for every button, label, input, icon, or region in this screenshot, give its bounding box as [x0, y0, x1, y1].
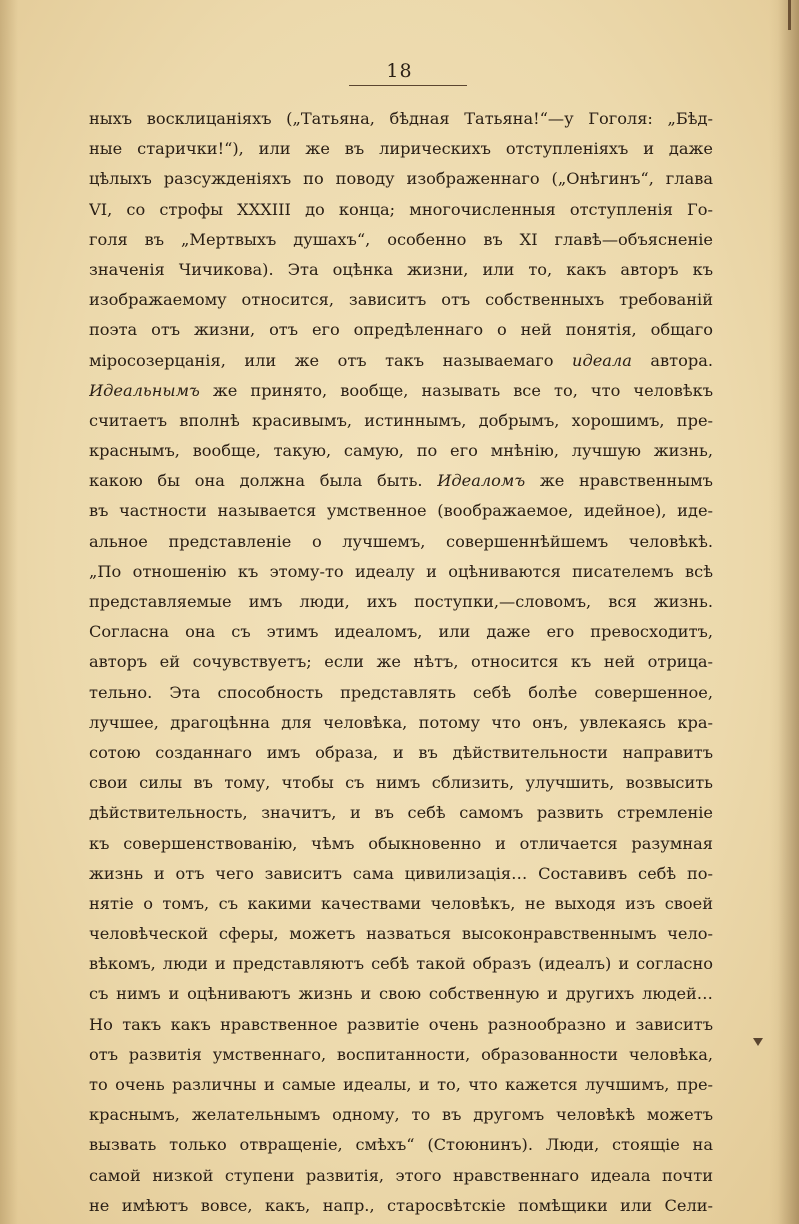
text-segment: отъ развитія умственнаго, воспитанности, образованности человѣка, [89, 1044, 713, 1064]
text-line [89, 647, 713, 677]
text-segment: въ частности называется умственное (воображаемое, идейное), иде- [89, 501, 713, 521]
text-line [89, 708, 713, 738]
text-segment: вызвать только отвращеніе, смѣхъ“ (Стоюнинъ). Люди, стоящіе на [89, 1135, 713, 1155]
body-text [89, 104, 713, 1221]
text-segment: же принято, вообще, называть все то, что человѣкъ [199, 380, 713, 400]
text-segment: ные старички!“), или же въ лирическихъ отступленіяхъ и даже [89, 139, 713, 159]
text-line [89, 466, 713, 496]
text-line [89, 919, 713, 949]
text-segment: жизнь и отъ чего зависитъ сама цивилизація… Составивъ себѣ по- [89, 863, 713, 883]
text-line [89, 1161, 713, 1191]
text-segment: Но такъ какъ нравственное развитіе очень разнообразно и зависитъ [89, 1014, 713, 1034]
page-number: 18 [386, 60, 413, 82]
text-line [89, 315, 713, 345]
text-line [89, 1040, 713, 1070]
text-line [89, 1010, 713, 1040]
text-line [89, 436, 713, 466]
corner-mark [753, 1038, 763, 1046]
text-line [89, 949, 713, 979]
text-segment: краснымъ, желательнымъ одному, то въ другомъ человѣкѣ можетъ [89, 1105, 713, 1125]
text-segment: съ нимъ и оцѣниваютъ жизнь и свою собственную и другихъ людей… [89, 984, 713, 1004]
text-segment: сотою созданнаго имъ образа, и въ дѣйствительности направитъ [89, 742, 713, 762]
text-line [89, 255, 713, 285]
text-line [89, 496, 713, 526]
text-segment: автора. [631, 350, 713, 370]
text-line [89, 617, 713, 647]
text-segment: же нравственнымъ [525, 471, 713, 491]
text-segment: какою бы она должна была быть. [89, 471, 438, 491]
italic-term: идеала [572, 350, 632, 370]
italic-term: Идеаломъ [437, 471, 526, 491]
text-segment: свои силы въ тому, чтобы съ нимъ сблизить, улучшить, возвысить [89, 773, 713, 793]
text-line [89, 134, 713, 164]
text-segment: значенія Чичикова). Эта оцѣнка жизни, или то, какъ авторъ къ [89, 259, 713, 279]
edge-mark [788, 0, 791, 30]
text-segment: изображаемому относится, зависитъ отъ собственныхъ требованій [89, 290, 713, 310]
text-segment: міросозерцанія, или же отъ такъ называемаго [89, 350, 573, 370]
text-segment: считаетъ вполнѣ красивымъ, истиннымъ, добрымъ, хорошимъ, пре- [89, 410, 713, 430]
text-segment: краснымъ, вообще, такую, самую, по его мнѣнію, лучшую жизнь, [89, 441, 713, 461]
text-segment: самой низкой ступени развитія, этого нравственнаго идеала почти [89, 1165, 713, 1185]
text-segment: альное представленіе о лучшемъ, совершеннѣйшемъ человѣкѣ. [89, 531, 713, 551]
text-line [89, 768, 713, 798]
text-segment: голя въ „Мертвыхъ душахъ“, особенно въ XI главѣ—объясненіе [89, 229, 713, 249]
text-segment: представляемые имъ люди, ихъ поступки,—словомъ, вся жизнь. [89, 592, 713, 611]
italic-term: Идеальнымъ [89, 380, 200, 400]
text-line [89, 346, 713, 376]
text-line [89, 1130, 713, 1160]
text-segment: не имѣютъ вовсе, какъ, напр., старосвѣтскіе помѣщики или Сели- [89, 1195, 713, 1215]
text-segment: авторъ ей сочувствуетъ; если же нѣтъ, относится къ ней отрица- [89, 652, 713, 672]
text-segment: дѣйствительность, значитъ, и въ себѣ самомъ развить стремленіе [89, 803, 713, 823]
text-line [89, 527, 713, 557]
text-line [89, 1100, 713, 1130]
text-segment: то очень различны и самые идеалы, и то, что кажется лучшимъ, пре- [89, 1075, 713, 1094]
text-segment: вѣкомъ, люди и представляютъ себѣ такой образъ (идеалъ) и согласно [89, 954, 713, 974]
text-segment: къ совершенствованію, чѣмъ обыкновенно и отличается разумная [89, 833, 713, 853]
text-line [89, 557, 713, 587]
text-segment: ныхъ восклицаніяхъ („Татьяна, бѣдная Татьяна!“—у Гоголя: „Бѣд- [89, 109, 713, 128]
text-line [89, 979, 713, 1009]
text-line [89, 195, 713, 225]
text-line [89, 1070, 713, 1100]
text-segment: поэта отъ жизни, отъ его опредѣленнаго о ней понятія, общаго [89, 320, 713, 340]
text-segment: „По отношенію къ этому-то идеалу и оцѣниваются писателемъ всѣ [89, 561, 713, 581]
text-line [89, 376, 713, 406]
text-line [89, 738, 713, 768]
text-segment: тельно. Эта способность представлять себѣ болѣе совершенное, [89, 682, 713, 702]
page-gutter-shadow [0, 0, 18, 1224]
text-segment: цѣлыхъ разсужденіяхъ по поводу изображеннаго („Онѣгинъ“, глава [89, 169, 713, 189]
text-segment: VI, со строфы XXXIII до конца; многочисленныя отступленія Го- [89, 199, 713, 219]
text-line [89, 678, 713, 708]
text-line [89, 225, 713, 255]
text-line [89, 859, 713, 889]
text-segment: лучшее, драгоцѣнна для человѣка, потому что онъ, увлекаясь кра- [89, 712, 713, 732]
text-line [89, 406, 713, 436]
text-line [89, 104, 713, 134]
text-line [89, 829, 713, 859]
text-segment: нятіе о томъ, съ какими качествами человѣкъ, не выходя изъ своей [89, 893, 713, 913]
text-line [89, 164, 713, 194]
text-line [89, 798, 713, 828]
text-line [89, 889, 713, 919]
text-line [89, 587, 713, 617]
text-segment: человѣческой сферы, можетъ назваться высоконравственнымъ чело- [89, 924, 713, 944]
text-segment: Согласна она съ этимъ идеаломъ, или даже его превосходитъ, [89, 622, 713, 642]
page-edge-shadow [769, 0, 799, 1224]
text-line [89, 1191, 713, 1221]
text-line [89, 285, 713, 315]
page-number-rule [349, 85, 467, 86]
